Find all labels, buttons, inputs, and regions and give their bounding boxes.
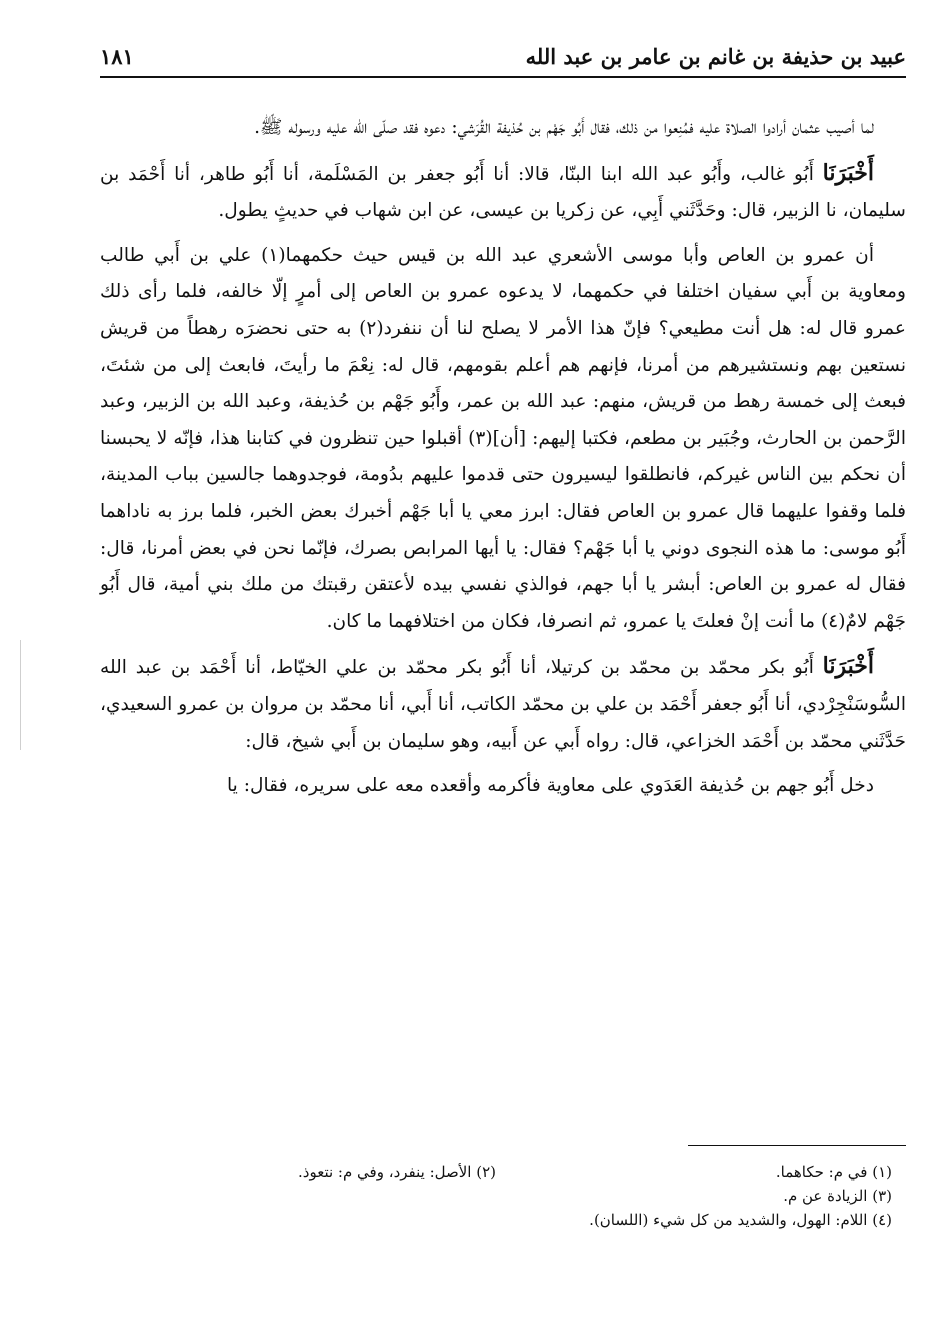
- running-title: عبيد بن حذيفة بن غانم بن عامر بن عبد الله: [525, 44, 906, 69]
- footnote-4: (٤) اللام: الهول، والشديد من كل شيء (اللسان).: [589, 1211, 892, 1229]
- paragraph-3: [100, 238, 906, 641]
- paragraph-text: أَبُو غالب، وأَبُو عبد الله ابنا البنّا، قالا: أنا أَبُو جعفر بن المَسْلَمة، أنا أَبُو طاهر، أنا أَحْمَد بن سليمان، نا الزبير، قال: وحَدَّثَني أَبِي، عن زكريا بن عيسى، عن ابن شهاب في حديثٍ يطول.: [100, 163, 906, 222]
- paragraph-text: لما أصيب عثمان أرادوا الصلاة عليه فمُنِعوا من ذلك، فقال أَبُو جَهْم بن حُذيفة القُرَشي: دعوه فقد صلّى الله عليه ورسوله ﷺ.: [254, 117, 874, 138]
- header-rule: [100, 76, 906, 78]
- paragraph-4: [100, 648, 906, 760]
- lead-word: أَخْبَرَنَا: [822, 159, 874, 186]
- page-number: ١٨١: [100, 44, 134, 69]
- paragraph-text: دخل أَبُو جهم بن حُذيفة العَدَوي على معاوية فأكرمه وأقعده معه على سريره، فقال: يا: [226, 775, 874, 797]
- paragraph-2: [100, 155, 906, 230]
- paragraph-1: [100, 110, 906, 147]
- page-header: [100, 36, 906, 74]
- paragraph-text: أَبُو بكر محمّد بن محمّد بن كرتيلا، أنا أَبُو بكر محمّد بن علي الخيّاط، أنا أَحْمَد بن عبد الله السُّوسَنْجِرْدي، أنا أَبُو جعفر أَحْمَد بن علي بن محمّد الكاتب، أنا أَبي، أنا محمّد بن مروان بن عمرو السعيدي، حَدَّثَني محمّد بن أَحْمَد الخزاعي، قال: رواه أَبي عن أَبيه، وهو سليمان بن أَبي شيخ، قال:: [100, 657, 906, 752]
- paragraph-5: [100, 768, 906, 805]
- footnote-row: [100, 1160, 892, 1184]
- footnote-1: (١) في م: حكاهما.: [775, 1163, 892, 1181]
- footnote-3: (٣) الزيادة عن م.: [783, 1187, 892, 1205]
- main-text: [100, 110, 906, 805]
- paragraph-text: أن عمرو بن العاص وأبا موسى الأشعري عبد الله بن قيس حيث حكمهما(١) علي بن أَبي طالب ومعاوية بن أَبي سفيان اختلفا في حكمهما، لا يدعوه عمرو بن العاص إلى أمرٍ إلّا خالفه، فلما رأى ذلك عمرو قال له: هل أنت مطيعي؟ فإنّ هذا الأمر لا يصلح لنا أن ننفرد(٢) به حتى نحضرَه رهطاً من قريش نستعين بهم ونستشيرهم من أمرنا، فإنهم هم أعلم بقومهم، قال له: نِعْمَ ما رأيتَ، فابعث إلى من شئتَ، فبعث إلى خمسة رهط من قريش، منهم: عبد الله بن عمر، وأَبُو جَهْم بن حُذيفة، وعبد الله بن الزبير، وعبد الرَّحمن بن الحارث، وجُبَير بن مطعم، فكتبا إليهم: [أن](٣) أقبلوا حين تنظرون في كتابنا هذا، فإنّه لا يحبسنا أن نحكم بين الناس غيركم، فانطلقوا ليسيرون حتى قدموا عليهم بدُومة، فوجدوهما جالسين بباب المدينة، فلما وقفوا عليهما قال عمرو بن العاص فقال: ابرز معي يا أبا جَهْم أخبرك بعض الخبر، فلما برز به ناداهما أَبُو موسى: ما هذه النجوى دوني يا أبا جَهْم؟ فقال: يا أيها المرابص بصرك، فإنّما نحن في بعض أمرنا، قال: فقال له عمرو بن العاص: أبشر يا أبا جهم، فوالذي نفسي بيده لأعتقن رقبتك من ملك بني أمية، قال أَبُو جَهْم لامٌ(٤) ما أنت إنْ فعلتَ يا عمرو، ثم انصرفا، فكان من اختلافهما ما كان.: [100, 244, 906, 632]
- lead-word: أَخْبَرَنَا: [822, 653, 874, 680]
- footnotes: [100, 1160, 892, 1232]
- footnote-2: (٢) الأصل: ينفرد، وفي م: نتعوذ.: [298, 1163, 496, 1181]
- footnote-rule: [688, 1145, 906, 1146]
- margin-mark: [20, 640, 21, 750]
